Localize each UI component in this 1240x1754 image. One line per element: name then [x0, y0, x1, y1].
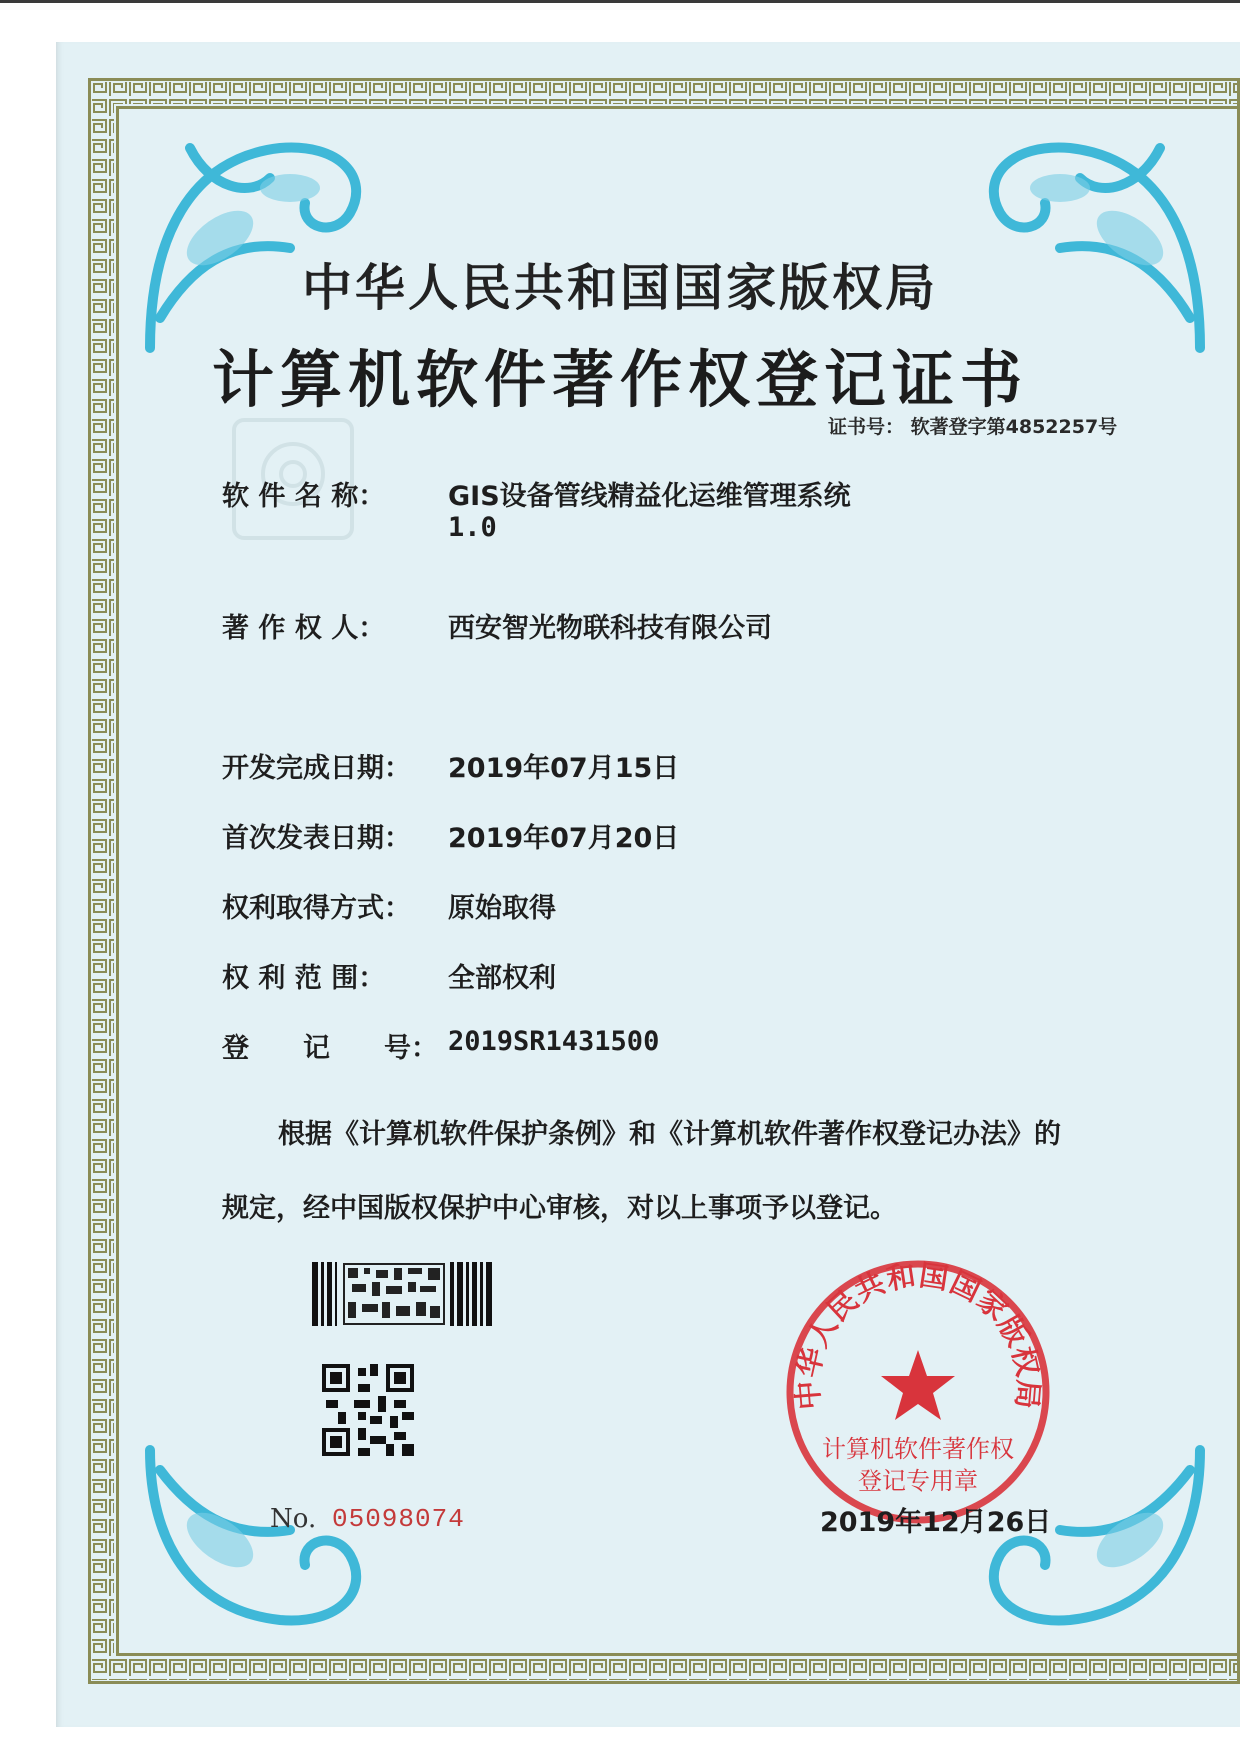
copyright-owner-value: 西安智光物联科技有限公司: [448, 613, 772, 644]
completion-date-label: 开发完成日期：: [222, 753, 411, 784]
first-publication-date-value: 2019年07月20日: [448, 823, 680, 854]
top-left-ornament: [130, 118, 390, 358]
scan-edge-line: [0, 0, 1240, 3]
top-right-ornament: [960, 118, 1220, 358]
seal-outer-text: 中华人民共和国国家版权局: [790, 1257, 1046, 1412]
seal-inner-line1: 计算机软件著作权: [822, 1435, 1014, 1463]
acquisition-method-label: 权利取得方式：: [222, 893, 411, 924]
registration-number-label: 登 记 号：: [222, 1033, 438, 1064]
certificate-number: [828, 412, 1117, 439]
software-name-label: 软 件 名 称：: [222, 481, 386, 512]
copyright-owner-label: 著 作 权 人：: [222, 613, 386, 644]
bottom-left-ornament: [130, 1440, 390, 1650]
software-name-value-line1: GIS设备管线精益化运维管理系统: [448, 481, 851, 512]
issuer-title: 中华人民共和国国家版权局: [302, 258, 938, 317]
certificate-number-label: 证书号：: [828, 416, 905, 438]
legal-basis-line2: 规定，经中国版权保护中心审核，对以上事项予以登记。: [222, 1193, 897, 1224]
first-publication-date-label: 首次发表日期：: [222, 823, 411, 854]
rights-scope-label: 权 利 范 围：: [222, 963, 386, 994]
registration-number-value: 2019SR1431500: [448, 1026, 660, 1057]
completion-date-value: 2019年07月15日: [448, 753, 680, 784]
certificate-number-value: 软著登字第4852257号: [910, 416, 1118, 438]
software-name-value-line2: 1.0: [448, 512, 497, 543]
barcode: [312, 1262, 492, 1326]
rights-scope-value: 全部权利: [448, 963, 556, 994]
serial-number-value: 05098074: [332, 1504, 465, 1534]
certificate-title: 计算机软件著作权登记证书: [211, 343, 1028, 416]
qr-code: [322, 1364, 414, 1456]
legal-basis-line1: 根据《计算机软件保护条例》和《计算机软件著作权登记办法》的: [278, 1119, 1061, 1150]
seal-inner-line2: 登记专用章: [858, 1467, 978, 1495]
official-seal: [778, 1252, 1058, 1532]
serial-number-label: No.: [270, 1504, 317, 1534]
issue-date: 2019年12月26日: [820, 1507, 1052, 1538]
acquisition-method-value: 原始取得: [448, 893, 556, 924]
